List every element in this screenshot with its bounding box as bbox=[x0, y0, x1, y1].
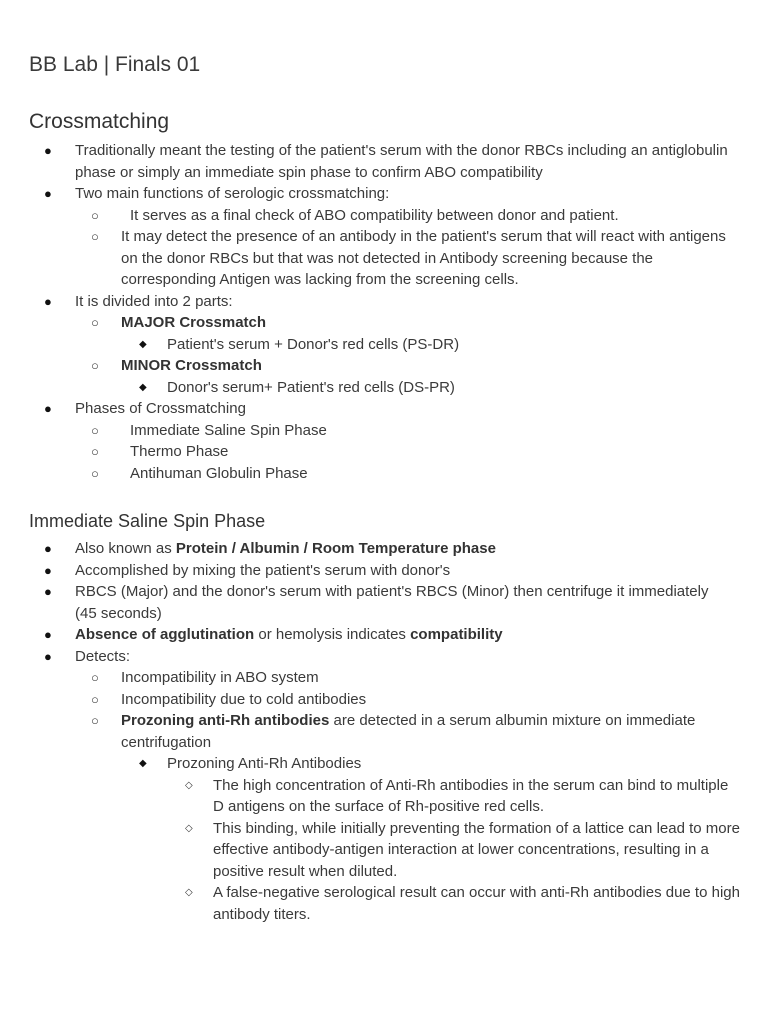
list-item-text: Accomplished by mixing the patient's serum with donor's bbox=[75, 561, 451, 579]
circle-bullet-icon: ○ bbox=[91, 207, 99, 223]
list-item-bold-text: compatibility bbox=[410, 626, 503, 643]
list-item bbox=[0, 140, 768, 183]
list-item bbox=[0, 398, 768, 420]
bullet-icon: ● bbox=[44, 293, 52, 309]
circle-bullet-icon: ○ bbox=[91, 444, 99, 459]
list-item-text: Immediate Saline Spin Phase bbox=[130, 421, 327, 439]
list-item-text: Donor's serum+ Patient's red cells (DS-PR) bbox=[167, 378, 455, 396]
list-item-text: Thermo Phase bbox=[130, 443, 229, 460]
list-item-text: are detected in a serum albumin mixture on immediate centrifugation bbox=[121, 712, 696, 751]
list-item-text: Detects: bbox=[75, 647, 131, 665]
circle-bullet-icon: ○ bbox=[91, 713, 99, 728]
list-item bbox=[0, 667, 768, 689]
list-item bbox=[0, 882, 768, 925]
list-item-text: Incompatibility in ABO system bbox=[121, 669, 319, 686]
list-item-bold-text: Absence of agglutination bbox=[75, 626, 255, 643]
list-item bbox=[0, 818, 768, 883]
list-item-text: It serves as a final check of ABO compatibility between donor and patient. bbox=[130, 206, 619, 224]
list-item bbox=[0, 581, 768, 624]
list-item-text: MINOR Crossmatch bbox=[121, 357, 262, 374]
section-heading-immediate-saline-spin: Immediate Saline Spin Phase bbox=[29, 511, 266, 531]
list-item bbox=[0, 463, 768, 485]
immediate-saline-spin-list bbox=[0, 538, 768, 925]
bullet-icon: ● bbox=[44, 648, 52, 664]
list-item bbox=[0, 291, 768, 313]
diamond-bullet-icon: ◆ bbox=[139, 338, 147, 350]
list-item-text: RBCS (Major) and the donor's serum with patient's RBCS (Minor) then centrifuge it immediately (45 seconds) bbox=[75, 583, 709, 622]
list-item-text: Patient's serum + Donor's red cells (PS-DR) bbox=[167, 335, 460, 353]
list-item-text: Also known as bbox=[75, 540, 176, 557]
list-item-text: Traditionally meant the testing of the patient's serum with the donor RBCs including an antiglobulin phase or simply an immediate spin phase to confirm ABO compatibility bbox=[75, 142, 728, 181]
hollow-diamond-bullet-icon: ◇ bbox=[185, 779, 193, 791]
list-item-text: This binding, while initially preventing the formation of a lattice can lead to more effective antibody-antigen interaction at lower concentrations, resulting in a positive result when diluted. bbox=[213, 819, 740, 880]
circle-bullet-icon: ○ bbox=[91, 465, 99, 481]
circle-bullet-icon: ○ bbox=[91, 229, 99, 244]
diamond-bullet-icon: ◆ bbox=[139, 381, 147, 393]
list-item bbox=[0, 775, 768, 818]
list-item bbox=[0, 205, 768, 227]
circle-bullet-icon: ○ bbox=[91, 691, 99, 707]
bullet-icon: ● bbox=[44, 627, 52, 642]
section-heading-crossmatching: Crossmatching bbox=[29, 110, 170, 133]
circle-bullet-icon: ○ bbox=[91, 422, 99, 438]
bullet-icon: ● bbox=[44, 541, 52, 556]
list-item-text: Prozoning Anti-Rh Antibodies bbox=[167, 755, 362, 772]
list-item bbox=[0, 646, 768, 668]
list-item bbox=[0, 560, 768, 582]
list-item-bold-text: Prozoning anti-Rh antibodies bbox=[121, 712, 330, 729]
bullet-icon: ● bbox=[44, 562, 52, 578]
bullet-icon: ● bbox=[44, 143, 52, 158]
list-item bbox=[0, 710, 768, 753]
bullet-icon: ● bbox=[44, 186, 52, 201]
circle-bullet-icon: ○ bbox=[91, 358, 99, 373]
circle-bullet-icon: ○ bbox=[91, 315, 99, 330]
list-item-bold-text: Protein / Albumin / Room Temperature phase bbox=[175, 540, 496, 557]
hollow-diamond-bullet-icon: ◇ bbox=[185, 822, 193, 834]
list-item bbox=[0, 183, 768, 205]
list-item-text: It may detect the presence of an antibody in the patient's serum that will react with antigens on the donor RBCs but that was not detected in Antibody screening because the corresponding Antigen was lacking from the screening cells. bbox=[121, 228, 726, 288]
list-item bbox=[0, 753, 768, 775]
list-item bbox=[0, 312, 768, 334]
list-item-text: It is divided into 2 parts: bbox=[75, 292, 233, 310]
list-item bbox=[0, 624, 768, 646]
list-item bbox=[0, 226, 768, 291]
crossmatching-list bbox=[0, 140, 768, 484]
list-item-text: Incompatibility due to cold antibodies bbox=[121, 690, 367, 708]
bullet-icon: ● bbox=[44, 584, 52, 599]
list-item-text: Phases of Crossmatching bbox=[75, 400, 246, 417]
list-item-text: or hemolysis indicates bbox=[254, 626, 411, 643]
diamond-bullet-icon: ◆ bbox=[139, 758, 147, 769]
list-item-text: Two main functions of serologic crossmatching: bbox=[75, 185, 390, 202]
list-item bbox=[0, 689, 768, 711]
list-item bbox=[0, 420, 768, 442]
list-item-text: Antihuman Globulin Phase bbox=[130, 464, 308, 482]
list-item-text: A false-negative serological result can occur with anti-Rh antibodies due to high antibody titers. bbox=[213, 884, 740, 923]
list-item bbox=[0, 355, 768, 377]
list-item bbox=[0, 441, 768, 463]
bullet-icon: ● bbox=[44, 401, 52, 416]
list-item-text: MAJOR Crossmatch bbox=[121, 314, 267, 331]
hollow-diamond-bullet-icon: ◇ bbox=[185, 887, 193, 898]
list-item bbox=[0, 377, 768, 399]
list-item bbox=[0, 334, 768, 356]
document-title: BB Lab | Finals 01 bbox=[29, 53, 201, 76]
list-item bbox=[0, 538, 768, 560]
circle-bullet-icon: ○ bbox=[91, 670, 99, 685]
list-item-text: The high concentration of Anti-Rh antibodies in the serum can bind to multiple D antigens on the surface of Rh-positive red cells. bbox=[213, 776, 729, 815]
